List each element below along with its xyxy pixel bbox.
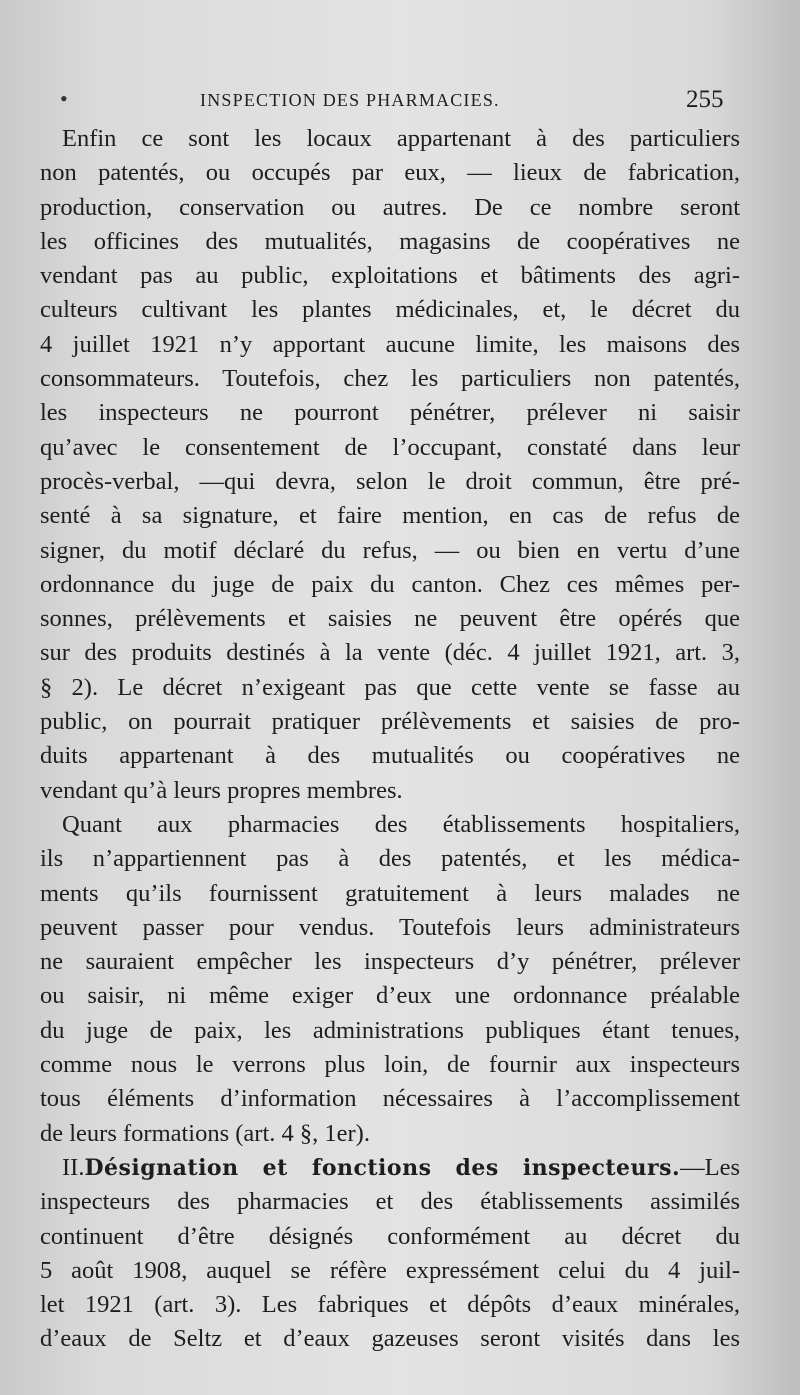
text-line: public, on pourrait pratiquer prélèvements et saisies de pro- bbox=[40, 708, 740, 736]
text-line: sonnes, prélèvements et saisies ne peuvent être opérés que bbox=[40, 605, 740, 633]
text-line: 4 juillet 1921 n’y apportant aucune limite, les maisons des bbox=[40, 330, 740, 358]
page-number: 255 bbox=[686, 86, 724, 113]
text-line: tous éléments d’information nécessaires à l’accomplissement bbox=[40, 1085, 740, 1113]
text-line: de leurs formations (art. 4 §, 1er). bbox=[40, 1119, 370, 1147]
text-line: ou saisir, ni même exiger d’eux une ordonnance préalable bbox=[40, 982, 740, 1010]
text-line: culteurs cultivant les plantes médicinales, et, le décret du bbox=[40, 296, 740, 324]
section-2 bbox=[40, 1151, 740, 1357]
text-line: du juge de paix, les administrations publiques étant tenues, bbox=[40, 1016, 740, 1044]
text-line: vendant qu’à leurs propres membres. bbox=[40, 776, 403, 804]
text-line: les officines des mutualités, magasins de coopératives ne bbox=[40, 227, 740, 255]
text-line: Quant aux pharmacies des établissements hospitaliers, bbox=[62, 810, 740, 838]
text-line: 5 août 1908, auquel se réfère expressément celui du 4 juil- bbox=[40, 1256, 740, 1284]
text-line: Enfin ce sont les locaux appartenant à des particuliers bbox=[62, 125, 740, 152]
section-heading-line bbox=[40, 1151, 740, 1185]
text-line: inspecteurs des pharmacies et des établissements assimilés bbox=[40, 1188, 740, 1216]
text-line: ils n’appartiennent pas à des patentés, et les médica- bbox=[40, 845, 740, 873]
text-line: sur des produits destinés à la vente (déc. 4 juillet 1921, art. 3, bbox=[40, 639, 740, 667]
text-line: let 1921 (art. 3). Les fabriques et dépôts d’eaux minérales, bbox=[40, 1291, 740, 1319]
text-line: peuvent passer pour vendus. Toutefois leurs administrateurs bbox=[40, 913, 740, 941]
text-line: duits appartenant à des mutualités ou coopératives ne bbox=[40, 742, 740, 770]
text-line: signer, du motif déclaré du refus, — ou bien en vertu d’une bbox=[40, 536, 740, 564]
section-number: II. bbox=[62, 1153, 85, 1181]
text-line: ordonnance du juge de paix du canton. Chez ces mêmes per- bbox=[40, 570, 740, 598]
text-line: § 2). Le décret n’exigeant pas que cette vente se fasse au bbox=[40, 673, 740, 701]
paragraph-1 bbox=[40, 122, 740, 808]
text-line: consommateurs. Toutefois, chez les particuliers non patentés, bbox=[40, 365, 740, 393]
text-line: qu’avec le consentement de l’occupant, constaté dans leur bbox=[40, 433, 740, 461]
text-line: non patentés, ou occupés par eux, — lieux de fabrication, bbox=[40, 159, 740, 187]
text-line: ments qu’ils fournissent gratuitement à leurs malades ne bbox=[40, 879, 740, 907]
text-line: continuent d’être désignés conformément au décret du bbox=[40, 1222, 740, 1250]
running-title: INSPECTION DES PHARMACIES. bbox=[200, 90, 500, 110]
text-line: senté à sa signature, et faire mention, en cas de refus de bbox=[40, 502, 740, 530]
running-header bbox=[0, 86, 800, 116]
text-line: ne sauraient empêcher les inspecteurs d’y pénétrer, prélever bbox=[40, 948, 740, 976]
section-title: Désignation et fonctions des inspecteurs. bbox=[84, 1154, 681, 1181]
paragraph-2 bbox=[40, 808, 740, 1151]
text-line: production, conservation ou autres. De ce nombre seront bbox=[40, 193, 740, 221]
printer-mark: • bbox=[60, 86, 68, 111]
text-line: les inspecteurs ne pourront pénétrer, prélever ni saisir bbox=[40, 399, 740, 427]
text-line: procès-verbal, —qui devra, selon le droit commun, être pré- bbox=[40, 467, 740, 495]
text-line: comme nous le verrons plus loin, de fournir aux inspecteurs bbox=[40, 1051, 740, 1079]
section-heading-rest: —Les bbox=[680, 1153, 740, 1181]
page-body bbox=[40, 122, 740, 1357]
text-line: vendant pas au public, exploitations et bâtiments des agri- bbox=[40, 262, 740, 290]
text-line: d’eaux de Seltz et d’eaux gazeuses seront visités dans les bbox=[40, 1325, 740, 1353]
